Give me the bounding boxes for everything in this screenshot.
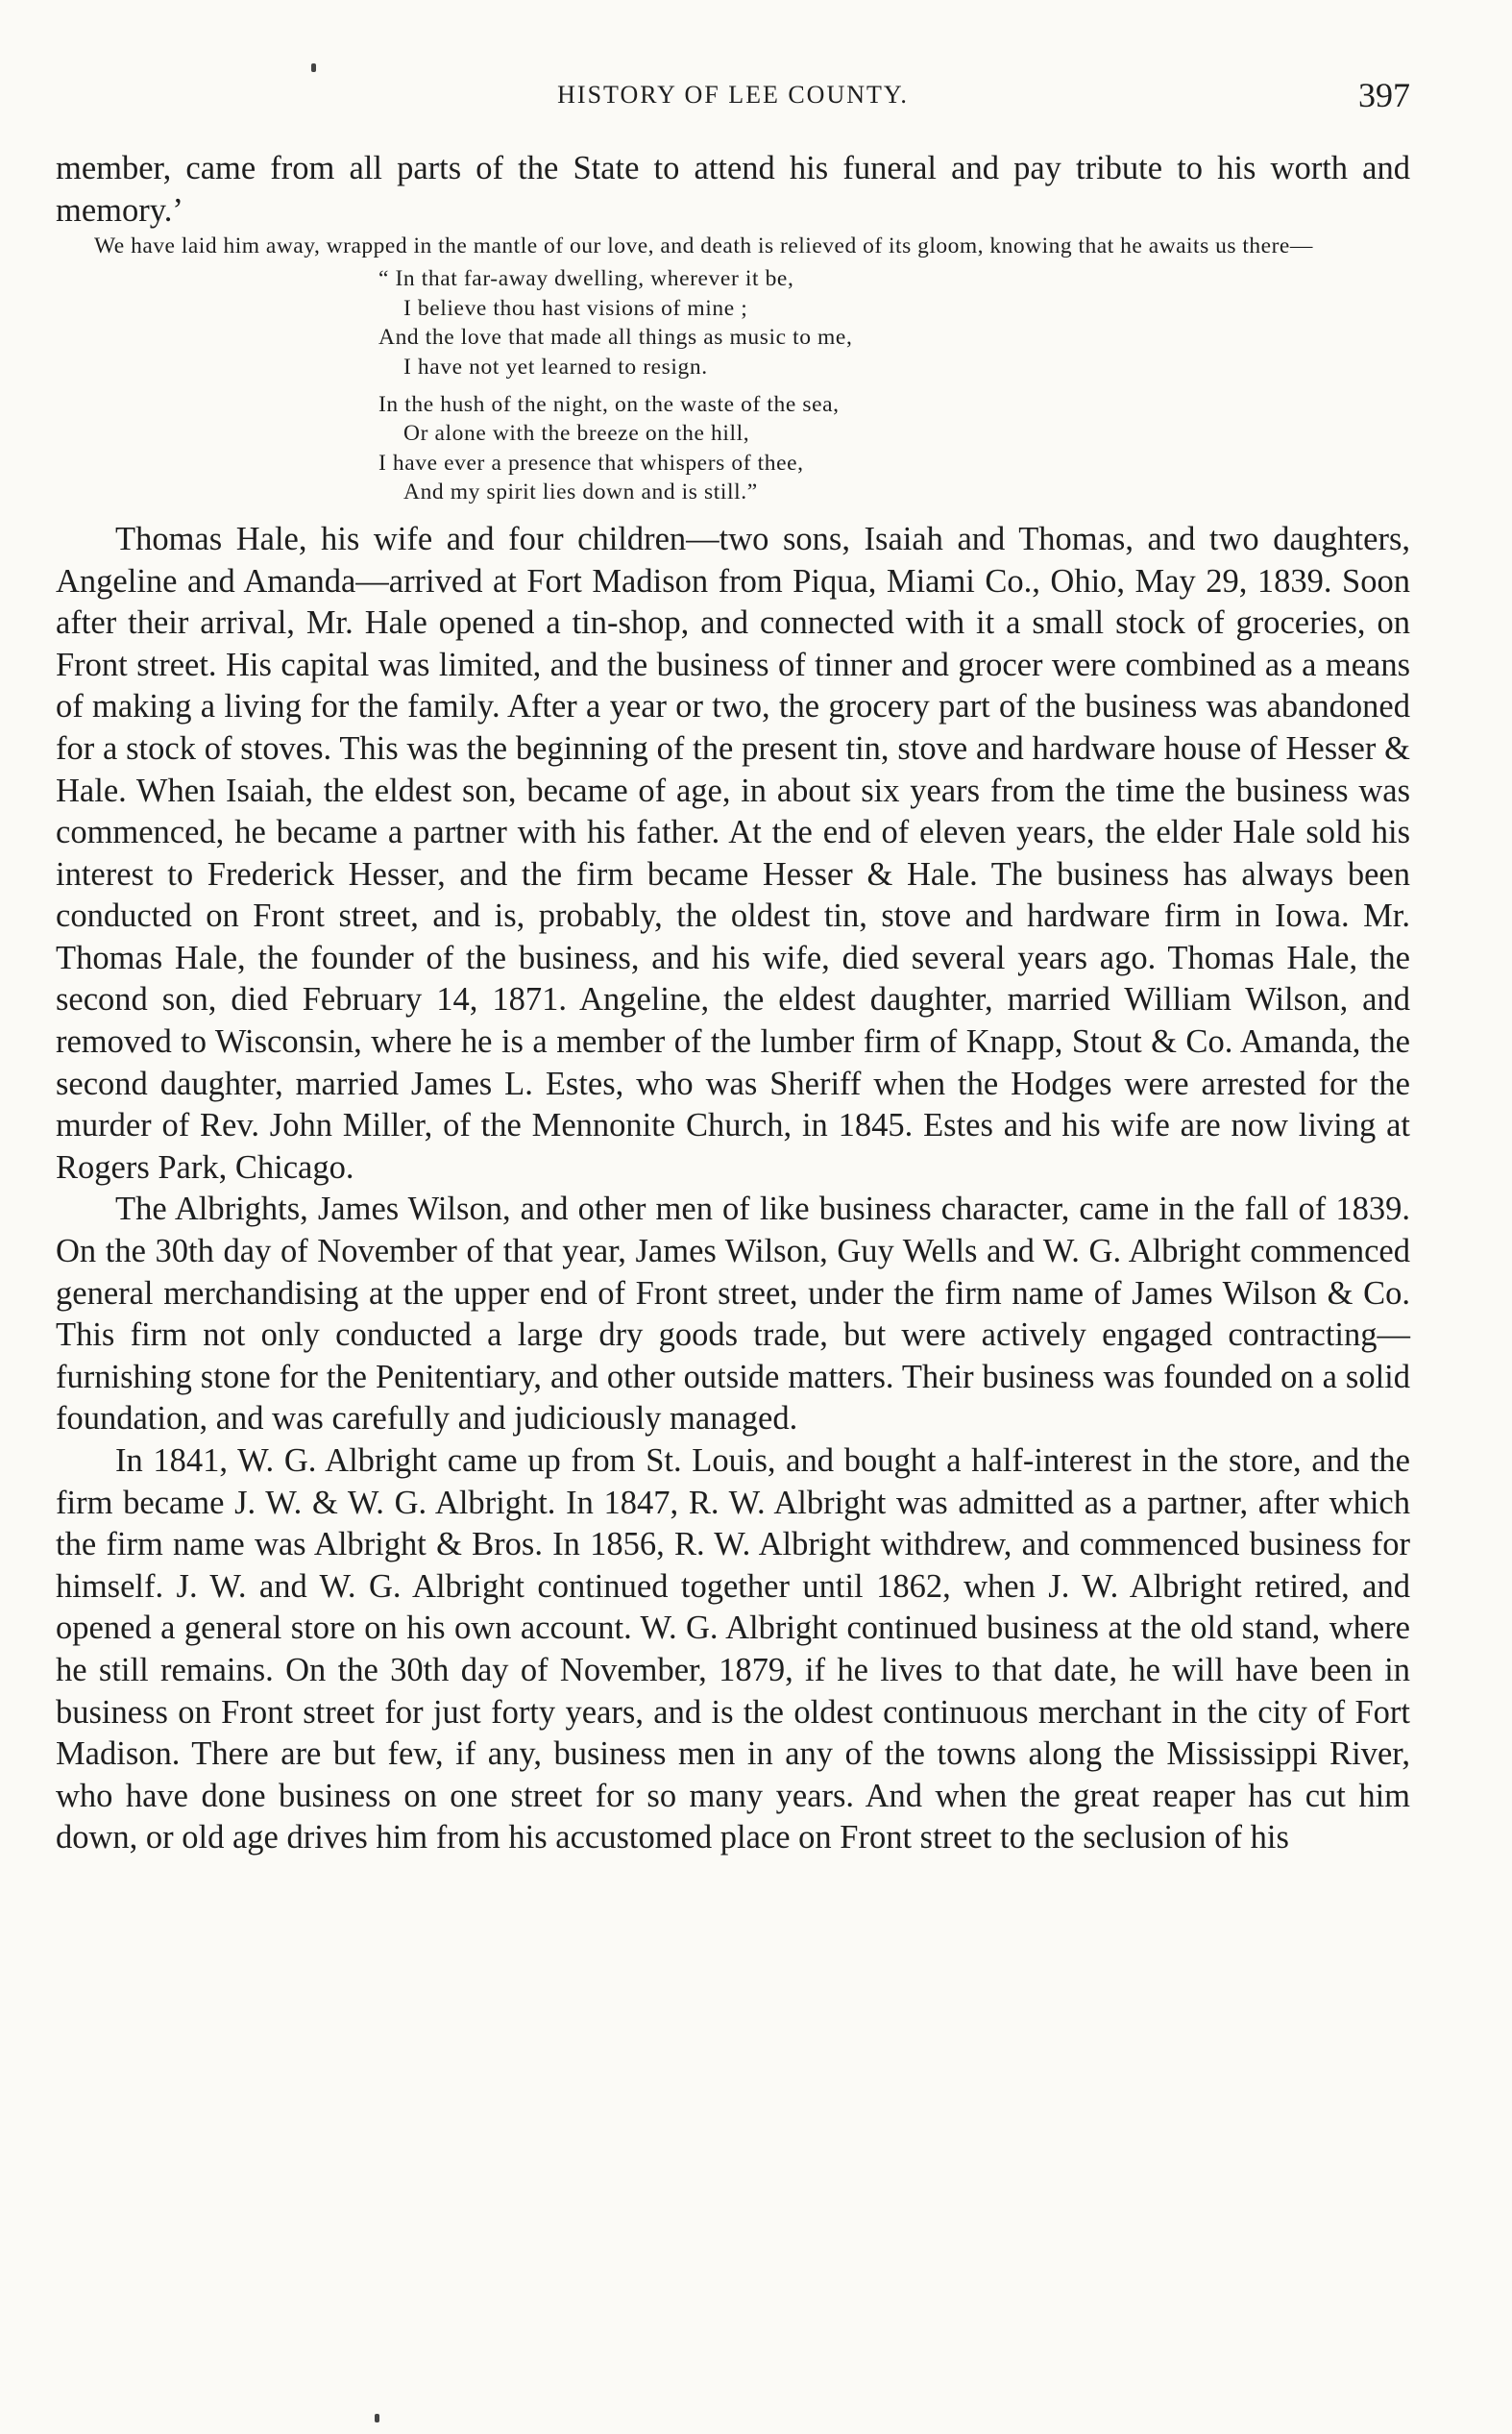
ink-speck-bottom [375, 2414, 379, 2422]
poem-stanza-1 [378, 264, 1410, 381]
running-title: HISTORY OF LEE COUNTY. [557, 81, 909, 109]
paragraph-laid-him-away: We have laid him away, wrapped in the mantle of our love, and death is relieved of its gloom, knowing that he awaits us there— [94, 234, 1313, 259]
poem-line: “ In that far-away dwelling, wherever it be, [378, 266, 794, 292]
poem-line: Or alone with the breeze on the hill, [403, 421, 750, 447]
poem-block [378, 264, 1410, 507]
poem-line: I believe thou hast visions of mine ; [403, 295, 748, 321]
poem-line: I have ever a presence that whispers of thee, [378, 450, 804, 476]
ink-speck-top [311, 63, 316, 72]
poem-line: And my spirit lies down and is still.” [403, 479, 758, 505]
page-header [56, 75, 1410, 123]
paragraph-albright-firm: In 1841, W. G. Albright came up from St. Louis, and bought a half-interest in the store, and the firm became J. W. & W. G. Albright. In 1847, R. W. Albright was admitted as a partner, after which the firm name was Albright & Bros. In 1856, R. W. Albright withdrew, and commenced business for himself. J. W. and W. G. Albright continued together until 1862, when J. W. Albright retired, and opened a general store on his own account. W. G. Albright continued business at the old stand, where he still remains. On the 30th day of November, 1879, if he lives to that date, he will have been in business on Front street for just forty years, and is the oldest continuous merchant in the city of Fort Madison. There are but few, if any, business men in any of the towns along the Mississippi River, who have done business on one street for so many years. And when the great reaper has cut him down, or old age drives him from his accustomed place on Front street to the seclusion of his [56, 1442, 1410, 1856]
poem-line: And the love that made all things as music to me, [378, 325, 853, 351]
paragraph-funeral-tribute: member, came from all parts of the State to attend his funeral and pay tribute to his worth and memory.’ [56, 150, 1410, 229]
page-number: 397 [1358, 76, 1410, 114]
body-text [56, 148, 1410, 1859]
paragraph-thomas-hale: Thomas Hale, his wife and four children—two sons, Isaiah and Thomas, and two daughters, Angeline and Amanda—arrived at Fort Madison from Piqua, Miami Co., Ohio, May 29, 1839. Soon after their arrival, Mr. Hale opened a tin-shop, and connected with it a small stock of groceries, on Front street. His capital was limited, and the business of tinner and grocer were combined as a means of making a living for the family. After a year or two, the grocery part of the business was abandoned for a stock of stoves. This was the beginning of the present tin, stove and hardware house of Hesser & Hale. When Isaiah, the eldest son, became of age, in about six years from the time the business was commenced, he became a partner with his father. At the end of eleven years, the elder Hale sold his interest to Frederick Hesser, and the firm became Hesser & Hale. The business has always been conducted on Front street, and is, probably, the oldest tin, stove and hardware firm in Iowa. Mr. Thomas Hale, the founder of the business, and his wife, died several years ago. Thomas Hale, the second son, died February 14, 1871. Angeline, the eldest daughter, married William Wilson, and removed to Wisconsin, where he is a member of the lumber firm of Knapp, Stout & Co. Amanda, the second daughter, married James L. Estes, who was Sheriff when the Hodges were arrested for the murder of Rev. John Miller, of the Mennonite Church, in 1845. Estes and his wife are now living at Rogers Park, Chicago. [56, 520, 1410, 1186]
poem-line: In the hush of the night, on the waste of the sea, [378, 391, 840, 417]
paragraph-albrights: The Albrights, James Wilson, and other men of like business character, came in the fall of 1839. On the 30th day of November of that year, James Wilson, Guy Wells and W. G. Albright commenced general merchandising at the upper end of Front street, under the firm name of James Wilson & Co. This firm not only conducted a large dry goods trade, but were actively engaged contracting—furnishing stone for the Penitentiary, and other outside matters. Their business was founded on a solid foundation, and was carefully and judiciously managed. [56, 1191, 1410, 1438]
poem-stanza-2 [378, 390, 1410, 507]
poem-line: I have not yet learned to resign. [403, 354, 708, 380]
